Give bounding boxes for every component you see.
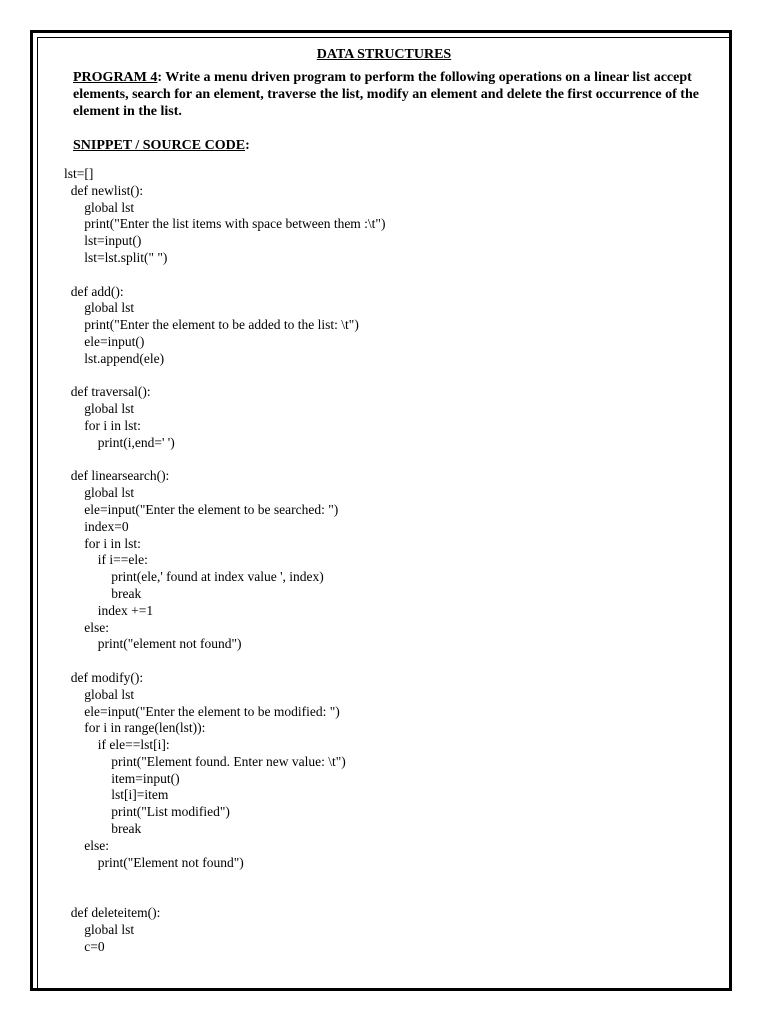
program-description: : Write a menu driven program to perform the following operations on a linear list accept elements, search for an element, traverse the list, modify an element and delete the first occurrence of the element in the list. — [73, 70, 699, 119]
code-line: print(ele,' found at index value ', index) — [64, 569, 324, 585]
snippet-heading — [73, 137, 250, 154]
code-line: lst=input() — [64, 233, 142, 249]
code-line: break — [64, 821, 142, 837]
code-line: for i in lst: — [64, 535, 141, 551]
code-line: print("List modified") — [64, 804, 230, 820]
code-line: else: — [64, 837, 109, 853]
code-line — [64, 888, 385, 905]
code-line: lst[i]=item — [64, 787, 169, 803]
code-line — [64, 452, 385, 469]
code-line: if ele==lst[i]: — [64, 737, 170, 753]
code-line: global lst — [64, 921, 135, 937]
code-line: def traversal(): — [64, 384, 151, 400]
code-line: item=input() — [64, 770, 180, 786]
code-line — [64, 368, 385, 385]
code-line: def add(): — [64, 283, 124, 299]
code-line: c=0 — [64, 938, 105, 954]
code-line: global lst — [64, 199, 135, 215]
code-line: ele=input("Enter the element to be modified: ") — [64, 703, 340, 719]
code-line: global lst — [64, 401, 135, 417]
code-line: ele=input("Enter the element to be searched: ") — [64, 501, 339, 517]
code-line — [64, 267, 385, 284]
code-line: index +=1 — [64, 602, 154, 618]
code-line: ele=input() — [64, 333, 145, 349]
code-line: for i in range(len(lst)): — [64, 720, 206, 736]
code-line: for i in lst: — [64, 417, 141, 433]
code-line: index=0 — [64, 518, 129, 534]
code-line: lst=lst.split(" ") — [64, 249, 168, 265]
code-line: print("element not found") — [64, 636, 242, 652]
code-line: def deleteitem(): — [64, 905, 161, 921]
code-line: print(i,end=' ') — [64, 434, 175, 450]
code-line: if i==ele: — [64, 552, 148, 568]
snippet-suffix: : — [245, 138, 250, 153]
code-line: def linearsearch(): — [64, 468, 170, 484]
code-line: def modify(): — [64, 669, 144, 685]
code-line: print("Enter the element to be added to the list: \t") — [64, 317, 359, 333]
code-line — [64, 653, 385, 670]
code-line: break — [64, 585, 142, 601]
code-line: print("Element not found") — [64, 854, 244, 870]
snippet-label: SNIPPET / SOURCE CODE — [73, 138, 246, 153]
code-line: lst=[] — [64, 166, 94, 181]
code-line: else: — [64, 619, 109, 635]
program-statement — [73, 69, 713, 120]
code-line: def newlist(): — [64, 182, 144, 198]
code-line: global lst — [64, 485, 135, 501]
code-line: lst.append(ele) — [64, 350, 165, 366]
source-code-block — [64, 166, 385, 955]
program-label: PROGRAM 4 — [73, 70, 158, 85]
code-line: global lst — [64, 300, 135, 316]
code-line — [64, 871, 385, 888]
code-line: print("Element found. Enter new value: \t") — [64, 753, 346, 769]
code-line: global lst — [64, 686, 135, 702]
code-line: print("Enter the list items with space between them :\t") — [64, 216, 386, 232]
page-title: DATA STRUCTURES — [316, 47, 452, 62]
